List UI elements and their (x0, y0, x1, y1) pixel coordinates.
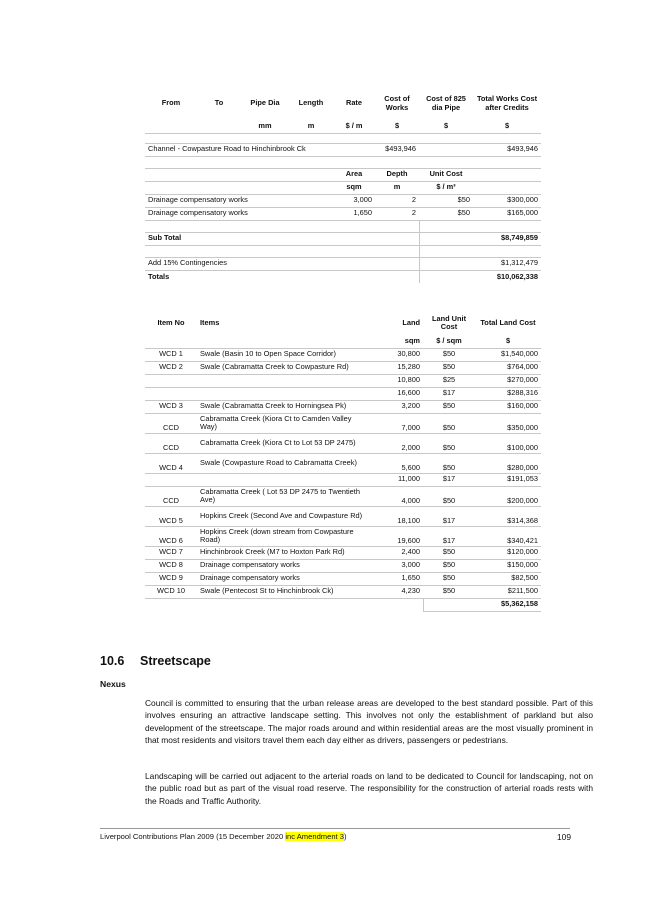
land-area: 19,600 (367, 526, 423, 546)
cell-value: 3,000 (333, 194, 375, 207)
subtotal-label: Sub Total (145, 232, 419, 245)
item-description: Cabramatta Creek (Kiora Ct to Lot 53 DP 2475) (197, 433, 367, 453)
unit-label: m (375, 181, 419, 194)
unit-label: $ / m³ (419, 181, 473, 194)
footer-highlight: inc Amendment 3 (285, 832, 345, 841)
land-area: 2,400 (367, 546, 423, 559)
units-row (145, 120, 541, 133)
paragraph: Council is committed to ensuring that the urban release areas are developed to the best standard possible. Part of this involves ensuring an attractive landscape setting. This involves not only the establishment of parkland but also development of the streetscape. The major roads around and within residential areas are the most visually prominent in that most residents and visitors travel them each day either as drivers, passengers or pedestrians. (145, 698, 593, 746)
totals-value: $10,062,338 (496, 271, 538, 281)
total-land-cost: $288,316 (475, 387, 541, 400)
item-description: Cabramatta Creek (Kiora Ct to Camden Valley Way) (197, 413, 367, 433)
grand-total-value: $5,362,158 (423, 598, 541, 611)
land-unit-cost: $50 (423, 413, 475, 433)
totals-row (145, 270, 541, 283)
item-number: WCD 5 (145, 506, 197, 526)
table-row (145, 572, 541, 585)
col-header: Total Land Cost (480, 317, 536, 327)
contingency-label: Add 15% Contingencies (145, 257, 419, 270)
item-number: WCD 7 (145, 546, 197, 559)
land-unit-cost: $50 (423, 559, 475, 572)
total-land-cost: $82,500 (475, 572, 541, 585)
item-description: Hopkins Creek (down stream from Cowpasture Road) (197, 526, 367, 546)
unit-label: sqm (367, 335, 423, 348)
table-row (145, 374, 541, 387)
col-header: Length (298, 98, 324, 108)
land-unit-cost: $50 (423, 433, 475, 453)
land-unit-cost: $25 (423, 374, 475, 387)
table-row (145, 486, 541, 506)
total-land-cost: $211,500 (475, 585, 541, 598)
item-number: WCD 2 (145, 361, 197, 374)
cell-value: $493,946 (375, 143, 419, 156)
unit-label: mm (241, 120, 289, 133)
total-land-cost: $120,000 (475, 546, 541, 559)
item-number (145, 387, 197, 400)
total-land-cost: $280,000 (475, 453, 541, 473)
land-area: 1,650 (367, 572, 423, 585)
table-row (145, 207, 541, 220)
item-description: Hinchinbrook Creek (M7 to Hoxton Park Rd) (197, 546, 367, 559)
total-land-cost: $314,368 (475, 506, 541, 526)
cell-value: 2 (375, 194, 419, 207)
item-number: WCD 1 (145, 348, 197, 361)
item-number: CCD (145, 433, 197, 453)
land-unit-cost: $17 (423, 506, 475, 526)
col-header: To (214, 98, 224, 108)
item-description: Swale (Pentecost St to Hinchinbrook Ck) (197, 585, 367, 598)
item-description: Swale (Cabramatta Creek to Horningsea Pk) (197, 400, 367, 413)
units-row (145, 335, 541, 348)
footer-text (100, 832, 347, 841)
subtotal-value: $8,749,859 (419, 232, 541, 245)
paragraph: Landscaping will be carried out adjacent to the arterial roads on land to be dedicated to Council for landscaping, not on the public road but as part of the visual road reserve. The responsibility for the construction of arterial roads rests with the Roads and Traffic Authority. (145, 771, 593, 806)
land-area: 3,000 (367, 559, 423, 572)
col-header: Area (333, 168, 375, 181)
row-label: Drainage compensatory works (145, 194, 333, 207)
sub-units-row (145, 181, 541, 194)
item-number: CCD (145, 413, 197, 433)
contingency-value: $1,312,479 (419, 257, 541, 270)
col-header: Cost of 825 dia Pipe (426, 94, 466, 112)
unit-label: $ (475, 335, 541, 348)
table-row (145, 526, 541, 546)
total-land-cost: $764,000 (475, 361, 541, 374)
table-row (145, 559, 541, 572)
cell-value: $300,000 (473, 194, 541, 207)
section-heading (100, 654, 211, 668)
col-header: Total Works Cost after Credits (476, 94, 538, 112)
unit-label: $ (419, 120, 473, 133)
item-description: Swale (Cowpasture Road to Cabramatta Creek) (197, 453, 367, 473)
table-row (145, 546, 541, 559)
land-area: 4,230 (367, 585, 423, 598)
col-header: Item No (157, 317, 185, 327)
footer-title: Liverpool Contributions Plan 2009 (15 December 2020 (100, 832, 286, 841)
total-land-cost: $1,540,000 (475, 348, 541, 361)
footer-close: ) (344, 832, 347, 841)
land-area: 7,000 (367, 413, 423, 433)
col-header: Land Unit Cost (431, 313, 467, 331)
item-number: WCD 10 (145, 585, 197, 598)
item-number: WCD 8 (145, 559, 197, 572)
land-area: 5,600 (367, 453, 423, 473)
section-title: Streetscape (140, 654, 211, 668)
item-description: Hopkins Creek (Second Ave and Cowpasture Rd) (197, 506, 367, 526)
cell-value: $493,946 (473, 143, 541, 156)
item-number: CCD (145, 486, 197, 506)
land-area: 15,280 (367, 361, 423, 374)
page-number: 109 (557, 832, 571, 842)
footer-divider (100, 828, 570, 829)
item-description: Drainage compensatory works (197, 559, 367, 572)
land-area: 10,800 (367, 374, 423, 387)
table-row (145, 585, 541, 598)
table-row (145, 506, 541, 526)
contingency-row (145, 257, 541, 270)
subtotal-row (145, 232, 541, 245)
row-label: Drainage compensatory works (145, 207, 333, 220)
item-number (145, 374, 197, 387)
unit-label: $ (375, 120, 419, 133)
item-description (197, 374, 367, 387)
subsection-heading: Nexus (100, 679, 126, 689)
land-area: 30,800 (367, 348, 423, 361)
table-row (145, 143, 541, 156)
col-header: Land (402, 317, 420, 327)
total-land-cost: $270,000 (475, 374, 541, 387)
item-number: WCD 4 (145, 453, 197, 473)
item-description (197, 387, 367, 400)
total-land-cost: $191,053 (475, 473, 541, 486)
item-number: WCD 9 (145, 572, 197, 585)
unit-label: m (289, 120, 333, 133)
item-description: Swale (Basin 10 to Open Space Corridor) (197, 348, 367, 361)
total-land-cost: $150,000 (475, 559, 541, 572)
table-row (145, 433, 541, 453)
unit-label: $ (473, 120, 541, 133)
section-number: 10.6 (100, 654, 125, 668)
item-number: WCD 6 (145, 526, 197, 546)
works-cost-table (145, 87, 541, 283)
table-header-row (145, 87, 541, 120)
land-area: 2,000 (367, 433, 423, 453)
table-row (145, 473, 541, 486)
table-header-row (145, 311, 541, 335)
cell-value: 1,650 (333, 207, 375, 220)
cell-value: $50 (419, 207, 473, 220)
total-land-cost: $340,421 (475, 526, 541, 546)
land-unit-cost: $17 (423, 473, 475, 486)
total-land-cost: $100,000 (475, 433, 541, 453)
land-unit-cost: $17 (423, 526, 475, 546)
land-unit-cost: $50 (423, 546, 475, 559)
land-cost-table (145, 311, 541, 612)
land-unit-cost: $50 (423, 348, 475, 361)
land-unit-cost: $50 (423, 585, 475, 598)
cell-value: $50 (419, 194, 473, 207)
item-number (145, 473, 197, 486)
col-header: Depth (375, 168, 419, 181)
item-description: Drainage compensatory works (197, 572, 367, 585)
land-area: 11,000 (367, 473, 423, 486)
land-area: 18,100 (367, 506, 423, 526)
item-description: Swale (Cabramatta Creek to Cowpasture Rd) (197, 361, 367, 374)
col-header: From (161, 98, 181, 108)
land-unit-cost: $50 (423, 361, 475, 374)
cell-value: $165,000 (473, 207, 541, 220)
table-row (145, 453, 541, 473)
table-row (145, 194, 541, 207)
row-label: Channel - Cowpasture Road to Hinchinbrook Ck (145, 143, 375, 156)
table-row (145, 361, 541, 374)
unit-label: $ / m (333, 120, 375, 133)
land-unit-cost: $50 (423, 453, 475, 473)
land-area: 16,600 (367, 387, 423, 400)
land-unit-cost: $50 (423, 486, 475, 506)
table-row (145, 413, 541, 433)
item-description: Cabramatta Creek ( Lot 53 DP 2475 to Twentieth Ave) (197, 486, 367, 506)
unit-label: sqm (333, 181, 375, 194)
sub-header-row (145, 168, 541, 181)
table-row (145, 387, 541, 400)
col-header: Items (200, 317, 220, 327)
land-area: 4,000 (367, 486, 423, 506)
total-land-cost: $350,000 (475, 413, 541, 433)
item-description (197, 473, 367, 486)
land-area: 3,200 (367, 400, 423, 413)
land-unit-cost: $17 (423, 387, 475, 400)
land-unit-cost: $50 (423, 400, 475, 413)
land-unit-cost: $50 (423, 572, 475, 585)
col-header: Pipe Dia (250, 98, 280, 108)
table-row (145, 348, 541, 361)
totals-label: Totals (145, 270, 419, 283)
col-header: Rate (345, 98, 363, 108)
total-land-cost: $200,000 (475, 486, 541, 506)
grand-total-row (145, 598, 541, 611)
item-number: WCD 3 (145, 400, 197, 413)
total-land-cost: $160,000 (475, 400, 541, 413)
unit-label: $ / sqm (423, 335, 475, 348)
table-row (145, 400, 541, 413)
col-header: Unit Cost (419, 168, 473, 181)
cell-value: 2 (375, 207, 419, 220)
col-header: Cost of Works (384, 94, 410, 112)
